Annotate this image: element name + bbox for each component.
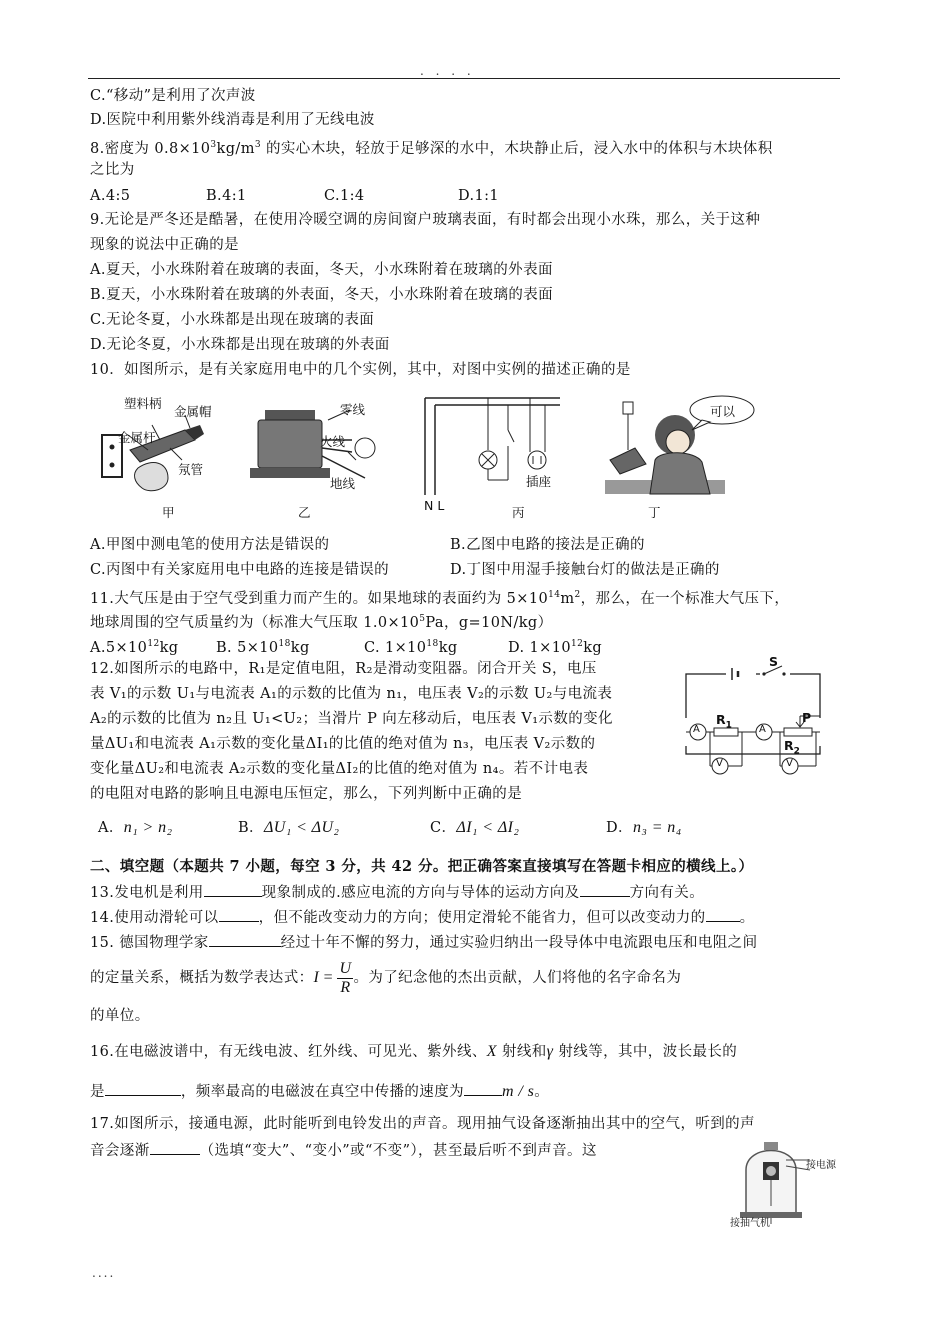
q8-stem: 8.密度为 $0.8\times 10^3kg/m^3$ 的实心木块，轻放于足够深的水中，木块静止后，浸入水中的体积与木块体积: [90, 140, 773, 157]
q7-option-d: D.医院中利用紫外线消毒是利用了无线电波: [90, 112, 375, 128]
q10-options-cd: [90, 560, 720, 580]
q11-option-d: D. $1\times 10^{12}kg$: [508, 639, 603, 656]
q17-line-1: 17.如图所示，接通电源，此时能听到电铃发出的声音。现用抽气设备逐渐抽出其中的空气，听到的声: [90, 1116, 755, 1132]
q17-blank-1[interactable]: [150, 1140, 200, 1155]
q10-option-b: B.乙图中电路的接法是正确的: [450, 537, 645, 553]
q12-line-2: 表 V₁的示数 U₁与电流表 A₁的示数的比值为 n₁，电压表 V₂的示数 U₂与电流表: [90, 686, 613, 702]
q8-stem-2: 之比为: [90, 162, 135, 178]
q15-blank-1[interactable]: [209, 932, 281, 947]
q11-option-a: $A.5\times 10^{12}kg$: [90, 639, 179, 656]
q12-line-1: 12.如图所示的电路中，R₁是定值电阻，R₂是滑动变阻器。闭合开关 S，电压: [90, 661, 597, 677]
q17-bell-jar-figure: [730, 1140, 840, 1230]
ohms-law-fraction: $\frac{U}{R}$: [339, 959, 352, 996]
q12-line-3: A₂的示数的比值为 n₂且 U₁<U₂；当滑片 P 向左移动后，电压表 V₁示数的变化: [90, 711, 613, 727]
q12-line-6: 的电阻对电路的影响且电源电压恒定，那么，下列判断中正确的是: [90, 786, 523, 802]
q10-options-ab: [90, 535, 645, 555]
fig-yi-label-live: 火线: [320, 434, 346, 449]
fig-bing-label-nl: N L: [424, 498, 445, 513]
q14-blank-2[interactable]: [706, 907, 740, 922]
fig-yi-label-neutral: 零线: [340, 402, 366, 417]
q10-option-a: A.甲图中测电笔的使用方法是错误的: [90, 537, 330, 553]
q8-option-b: B.4:1: [206, 188, 247, 204]
q10-option-d: D.丁图中用湿手接触台灯的做法是正确的: [450, 562, 720, 578]
q12-line-5: 变化量ΔU₂和电流表 A₂示数的变化量ΔI₂的比值的绝对值为 n₄。若不计电表: [90, 761, 589, 777]
q10-option-c: C.丙图中有关家庭用电中电路的连接是错误的: [90, 562, 390, 578]
q12-options: [98, 818, 682, 838]
circuit-label-r2: $R_2$: [784, 738, 800, 757]
header-dots: . . . .: [420, 64, 475, 78]
q10-figures: [90, 390, 830, 525]
fig-bing-label-socket: 插座: [526, 474, 552, 489]
fig-jia-label-metal-cap: 金属帽: [174, 404, 212, 419]
q15-line-1: 15. 德国物理学家 经过十年不懈的努力，通过实验归纳出一段导体中电流跟电压和电阻之间: [90, 932, 757, 953]
q15-line-3: 的单位。: [90, 1008, 150, 1024]
q11-options: [90, 634, 602, 658]
fig-jia-label-neon: 氖管: [178, 462, 204, 477]
q11-option-c: C. $1\times 10^{18}kg$: [364, 639, 458, 656]
q7-option-c: C.“移动”是利用了次声波: [90, 88, 256, 104]
header-rule: [88, 78, 840, 79]
q12-option-d: D．n₃ = n₄: [606, 819, 682, 836]
q13-blank-2[interactable]: [580, 882, 630, 897]
q12-option-b: B．ΔU₁ < ΔU₂: [238, 819, 340, 836]
q9-option-c: C.无论冬夏，小水珠都是出现在玻璃的表面: [90, 312, 375, 328]
q9-option-d: D.无论冬夏，小水珠都是出现在玻璃的外表面: [90, 337, 390, 353]
fig-bing-caption: 丙: [512, 505, 525, 520]
q8-options: [90, 186, 499, 206]
q13-blank-1[interactable]: [204, 882, 262, 897]
q11-stem-2: 地球周围的空气质量约为（标准大气压取 $1.0\times 10^5Pa$，g=10N/kg）: [90, 614, 553, 631]
q9-option-a: A.夏天，小水珠附着在玻璃的表面，冬天，小水珠附着在玻璃的外表面: [90, 262, 553, 278]
q11-option-b: B. $5\times 10^{18}kg$: [216, 639, 310, 656]
q8-option-c: C.1:4: [324, 188, 365, 204]
fig-jia-label-plastic: 塑料柄: [124, 396, 162, 411]
q9-stem: 9.无论是严冬还是酷暑，在使用冷暖空调的房间窗户玻璃表面，有时都会出现小水珠，那么，关于这种: [90, 212, 761, 228]
circuit-ammeter-a1: A: [693, 724, 700, 735]
q8-option-d: D.1:1: [458, 188, 500, 204]
circuit-voltmeter-v1: V: [716, 758, 723, 769]
circuit-ammeter-a2: A: [759, 724, 766, 735]
fig-ding-caption: 丁: [648, 505, 661, 520]
q10-stem: 10．如图所示，是有关家庭用电中的几个实例，其中，对图中实例的描述正确的是: [90, 362, 631, 378]
circuit-label-s: S: [769, 654, 779, 669]
q12-line-4: 量ΔU₁和电流表 A₁示数的变化量ΔI₁的比值的绝对值为 n₃，电压表 V₂示数的: [90, 736, 596, 752]
section-2-heading: 二、填空题（本题共 7 小题，每空 3 分，共 42 分。把正确答案直接填写在答题卡相应的横线上。）: [90, 858, 754, 875]
q16-line-1: 16.在电磁波谱中，有无线电波、红外线、可见光、紫外线、X 射线和γ 射线等，其中，波长最长的: [90, 1043, 738, 1060]
fig-yi-label-ground: 地线: [330, 476, 356, 491]
q12-option-c: C．ΔI₁ < ΔI₂: [430, 819, 520, 836]
fig-yi-caption: 乙: [298, 505, 311, 520]
footer-dots: ....: [92, 1266, 116, 1280]
q8-option-a: A.4:5: [90, 188, 131, 204]
fig-jia-caption: 甲: [162, 505, 175, 520]
q16-line-2: 是 ，频率最高的电磁波在真空中传播的速度为 m / s。: [90, 1083, 550, 1100]
fig-ding-speech: 可以: [710, 404, 736, 419]
q16-blank-1[interactable]: [105, 1081, 181, 1096]
q16-blank-2[interactable]: [464, 1081, 502, 1096]
q12-circuit: [676, 656, 832, 780]
circuit-label-p: P: [802, 710, 812, 725]
q14: 14.使用动滑轮可以 ，但不能改变动力的方向；使用定滑轮不能省力，但可以改变动力的 。: [90, 907, 754, 928]
q9-option-b: B.夏天，小水珠附着在玻璃的外表面，冬天，小水珠附着在玻璃的表面: [90, 287, 554, 303]
q12-option-a: A．n₁ > n₂: [98, 819, 173, 836]
q9-stem-2: 现象的说法中正确的是: [90, 237, 239, 253]
fig17-label-power: 接电源: [806, 1160, 836, 1171]
circuit-voltmeter-v2: V: [786, 758, 793, 769]
circuit-label-r1: $R_1$: [716, 712, 732, 731]
fig-jia-label-metal-rod: 金属杆: [118, 430, 156, 445]
fig17-label-pump: 接抽气机: [730, 1218, 770, 1229]
q13: 13.发电机是利用 现象制成的.感应电流的方向与导体的运动方向及 方向有关。: [90, 882, 704, 903]
q17-line-2: 音会逐渐 （选填“变大”、“变小”或“不变”），甚至最后听不到声音。这: [90, 1140, 597, 1161]
q14-blank-1[interactable]: [219, 907, 259, 922]
q11-stem: 11.大气压是由于空气受到重力而产生的。如果地球的表面约为 $5\times 10^{14}m^2$，那么，在一个标准大气压下，: [90, 590, 790, 607]
q15-line-2: 的定量关系，概括为数学表达式：I = $\frac{U}{R}$ 。为了纪念他的杰出贡献，人们将他的名字命名为: [90, 959, 682, 996]
